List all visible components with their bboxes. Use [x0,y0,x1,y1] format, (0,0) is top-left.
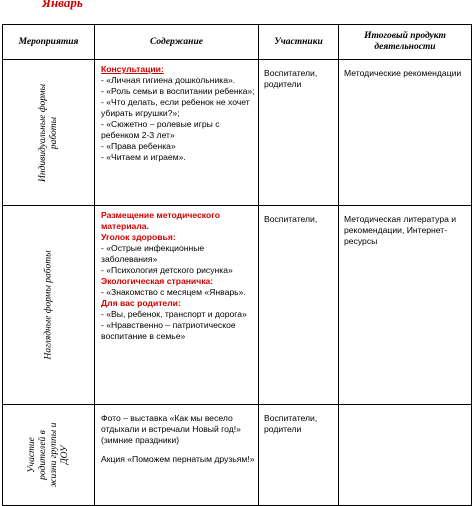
content-cell [95,206,259,405]
column-header-participants: Участники [259,25,339,60]
row-category-label: Участие родителей в жизни группы и ДОУ [26,422,70,488]
participants-text: Воспитатели, родители [264,68,318,89]
content-item: Фото – выставка «Как мы весело отдыхали и встречали Новый год!» (зимние праздники) [101,413,241,445]
column-header-content: Содержание [95,25,259,60]
row-category-label: Индивидуальные формы работы [37,83,59,182]
content-cell [95,405,259,506]
content-item: - «Роль семьи в воспитании ребенка»; [101,86,255,96]
content-item: Акция «Поможем пернатым друзьям!» [101,454,255,464]
content-heading: Размещение методического материала. [101,210,220,231]
content-item: - «Вы, ребенок, транспорт и дорога» [101,309,247,319]
participants-cell [259,60,339,206]
participants-text: Воспитатели, [264,214,318,224]
content-item: - «Сюжетно – ролевые игры с ребенком 2-3 лет» [101,119,220,140]
activity-plan-table [2,24,472,506]
result-text: Методические рекомендации [344,68,462,78]
content-item: - «Права ребенка» [101,141,176,151]
content-item: - «Что делать, если ребенок не хочет убирать игрушки?»; [101,97,250,118]
content-cell [95,60,259,206]
column-header-activities: Мероприятия [3,25,95,60]
result-cell [339,60,472,206]
table-header-row [3,25,472,60]
result-text [339,405,471,413]
column-header-result: Итоговый продукт деятельности [339,25,472,60]
row-category-label: Наглядные формы работы [43,250,53,360]
content-heading: Экологическая страничка: [101,276,214,286]
participants-cell [259,405,339,506]
content-item: - «Психология детского рисунка» [101,265,233,275]
content-heading: Уголок здоровья: [101,232,176,242]
row-category-cell [3,60,95,206]
content-item: - «Нравственно – патриотическое воспитание в семье» [101,320,236,341]
table-row [3,60,472,206]
row-category-cell [3,206,95,405]
table-row [3,405,472,506]
content-item: - «Острые инфекционные заболевания» [101,243,205,264]
result-cell [339,405,472,506]
content-item: - «Знакомство с месяцем «Январь». [101,287,246,297]
participants-cell [259,206,339,405]
participants-text: Воспитатели, родители [264,413,318,434]
table-row [3,206,472,405]
content-item: - «Личная гигиена дошкольника». [101,75,236,85]
page-title: Январь [42,0,83,10]
content-heading: Для вас родители: [101,298,181,308]
result-cell [339,206,472,405]
row-category-cell [3,405,95,506]
result-text: Методическая литература и рекомендации, Интернет- ресурсы [344,214,457,246]
content-heading: Консультации: [101,64,164,74]
content-item: - «Читаем и играем». [101,152,186,162]
